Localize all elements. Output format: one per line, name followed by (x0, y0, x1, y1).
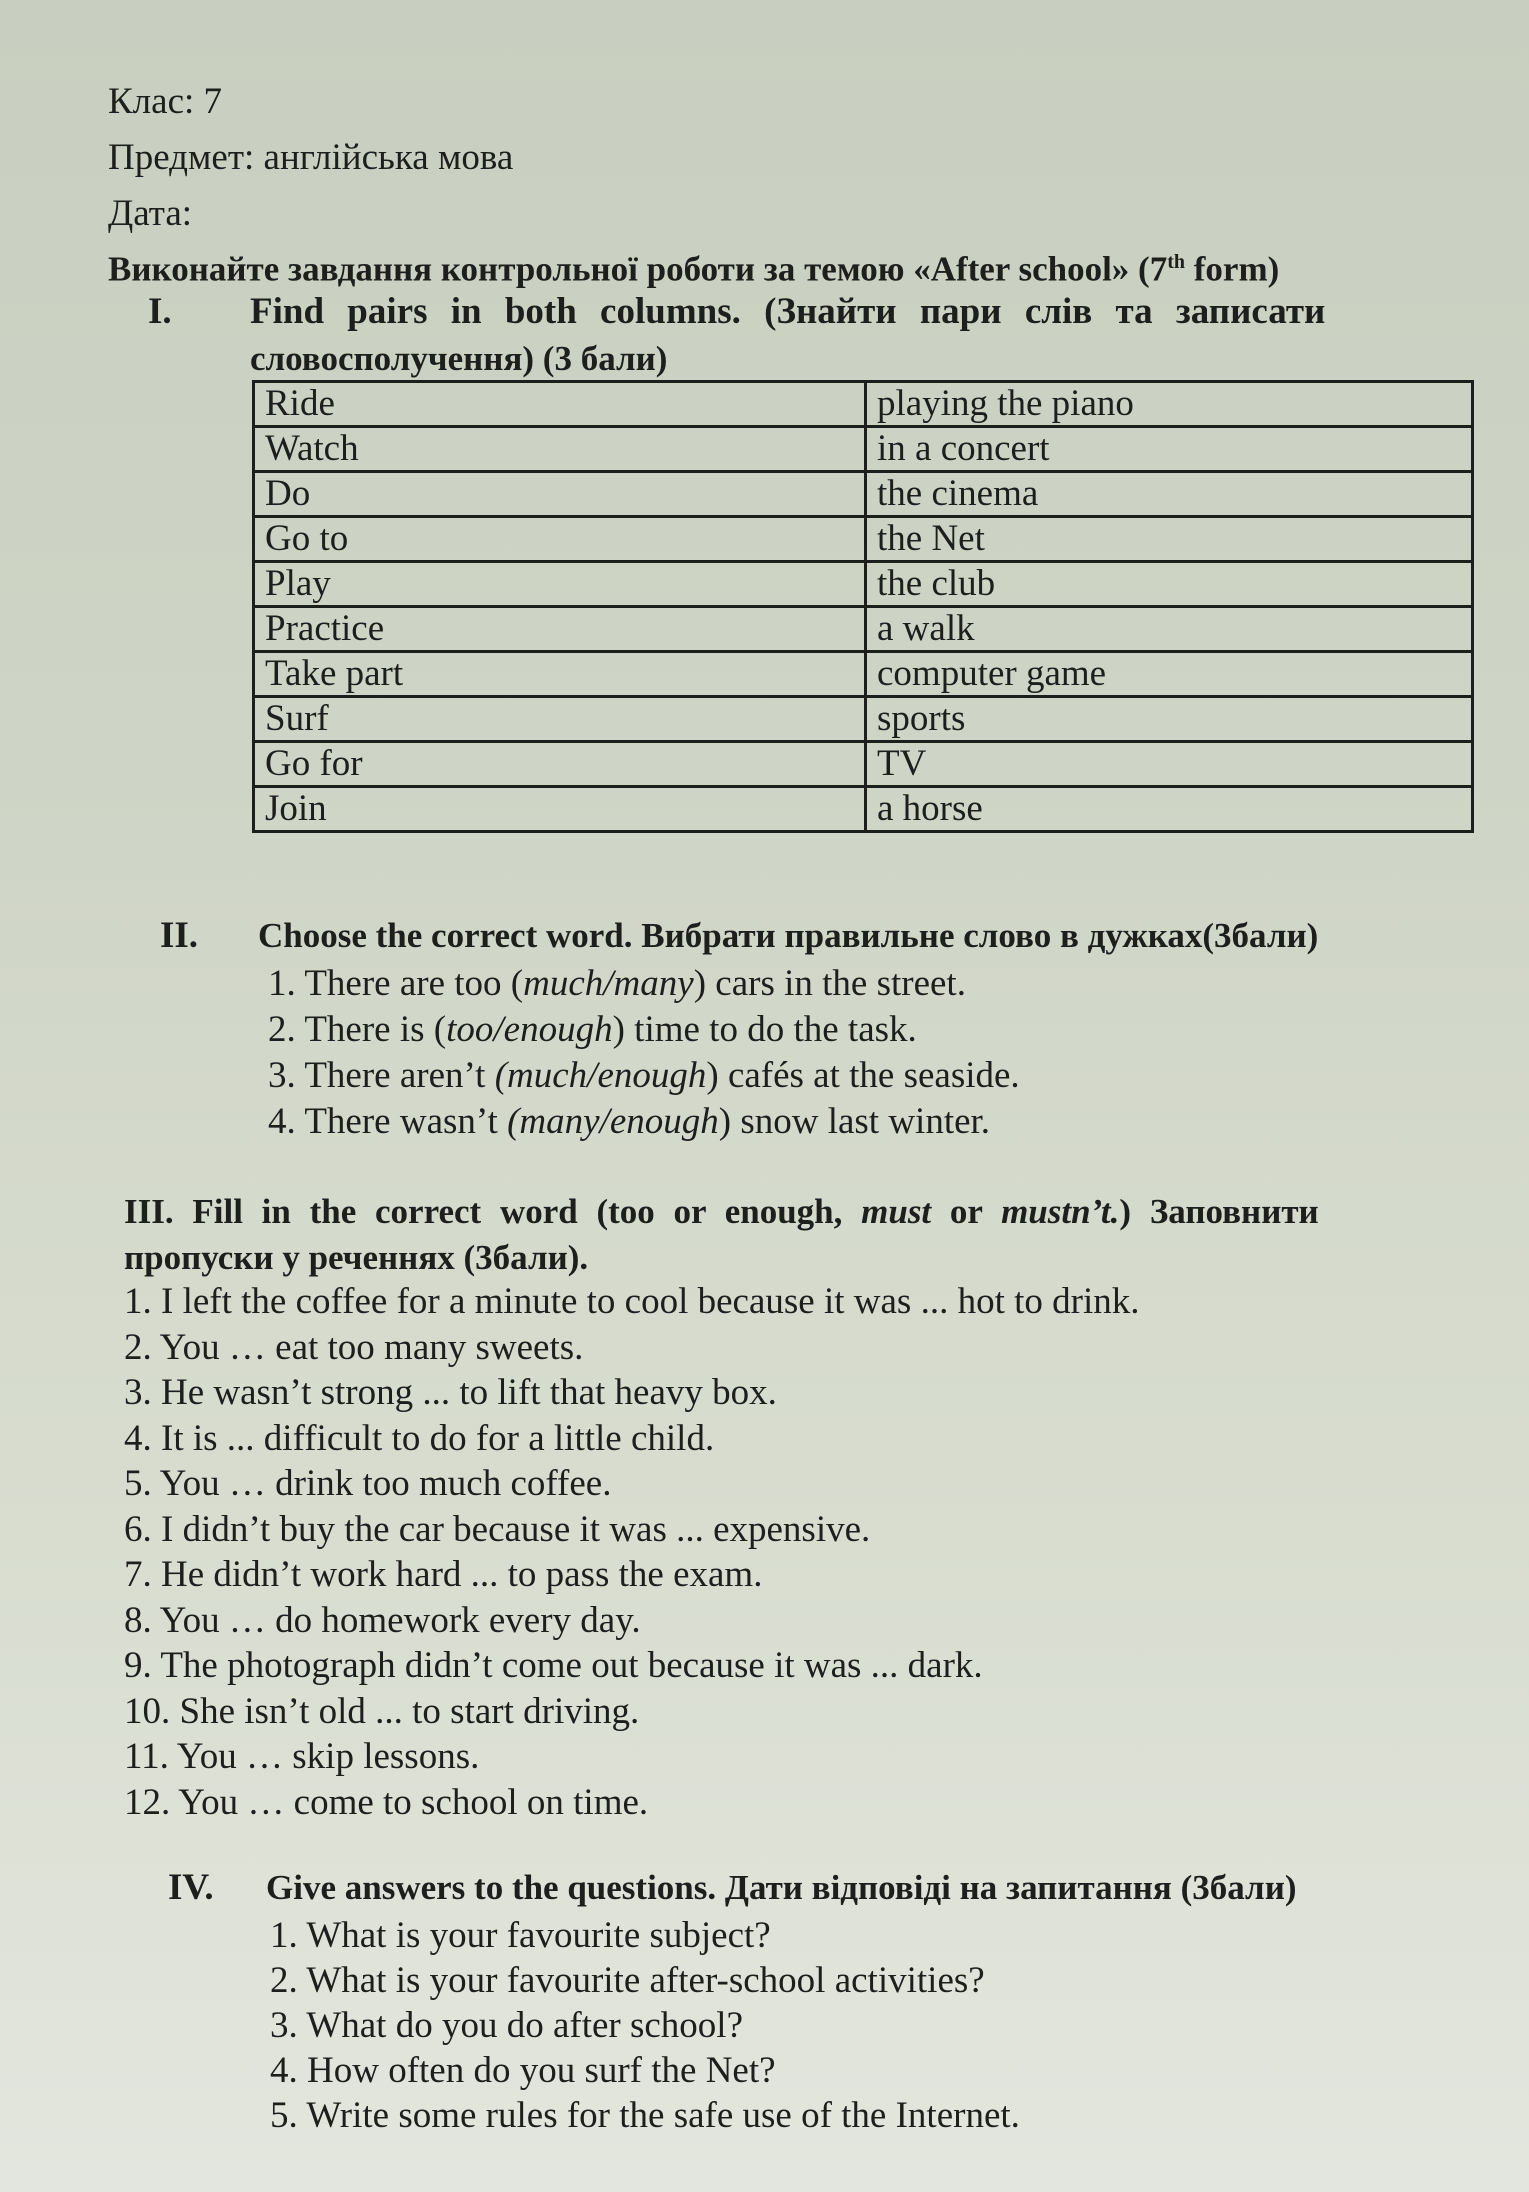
section3-item: 6. I didn’t buy the car because it was ... expensive. (124, 1508, 871, 1550)
pairs-row (254, 562, 1473, 607)
pairs-row (254, 652, 1473, 697)
section3-title-or: or (931, 1192, 1002, 1231)
section4-item: 5. Write some rules for the safe use of the Internet. (270, 2095, 1020, 2136)
section3-title-b: ) Заповнити (1119, 1192, 1319, 1231)
section2-item-post: ) snow last winter. (718, 1101, 991, 1142)
section3-title-mustnt: mustn’t. (1001, 1192, 1120, 1231)
section3-item: 1. I left the coffee for a minute to cool because it was ... hot to drink. (124, 1281, 1140, 1322)
section3-item: 7. He didn’t work hard ... to pass the exam. (124, 1554, 763, 1595)
section2-numeral: II. (160, 915, 199, 956)
instruction-line (108, 240, 1279, 292)
pairs-row (254, 427, 1473, 472)
pairs-left-cell: Play (254, 562, 866, 607)
section3-item: 11. You … skip lessons. (124, 1736, 480, 1777)
section2-item-pre: 3. There aren’t (268, 1055, 495, 1096)
section3-item: 12. You … come to school on time. (124, 1781, 649, 1823)
pairs-right-cell: computer game (866, 652, 1473, 697)
date-line: Дата: (108, 193, 193, 234)
pairs-right-cell: the club (866, 562, 1473, 607)
section3-title-line1 (124, 1190, 1319, 1234)
class-line: Клас: 7 (108, 81, 223, 122)
pairs-right-cell: the Net (866, 517, 1473, 562)
section1-numeral: I. (148, 291, 172, 332)
instruction-end: form) (1185, 249, 1280, 289)
section4-title: Give answers to the questions. Дати відповіді на запитання (3бали) (266, 1868, 1297, 1907)
pairs-row (254, 472, 1473, 517)
section2-item (268, 962, 966, 1006)
pairs-left-cell: Take part (254, 652, 866, 697)
section2-item-pre: 1. There are too ( (268, 963, 524, 1004)
instruction-main: Виконайте завдання контрольної роботи за темою «After school» (7 (108, 249, 1168, 289)
pairs-right-cell: TV (866, 742, 1473, 787)
section2-item-opt: much/many (523, 963, 694, 1004)
section2-item (268, 1054, 1020, 1098)
pairs-left-cell: Watch (254, 427, 866, 472)
instruction-sup: th (1167, 251, 1186, 273)
section2-item-opt: too/enough (446, 1009, 613, 1050)
section2-item-post: ) cars in the street. (693, 963, 966, 1004)
pairs-row (254, 607, 1473, 652)
section2-item-opt: (many/enough (507, 1101, 719, 1142)
pairs-left-cell: Go to (254, 517, 866, 562)
section3-title-line2: пропуски у реченнях (3бали). (124, 1238, 589, 1277)
section4-item: 1. What is your favourite subject? (270, 1915, 771, 1956)
section1-title-line2: словосполучення) (3 бали) (250, 339, 668, 378)
pairs-table (252, 380, 1474, 833)
pairs-left-cell: Ride (254, 382, 866, 427)
pairs-right-cell: a walk (866, 607, 1473, 652)
pairs-right-cell: sports (866, 697, 1473, 742)
section2-title: Choose the correct word. Вибрати правильне слово в дужках(3бали) (258, 916, 1319, 955)
section2-item-pre: 4. There wasn’t (268, 1101, 508, 1142)
pairs-row (254, 787, 1473, 832)
pairs-row (254, 742, 1473, 787)
section4-item: 3. What do you do after school? (270, 2005, 743, 2046)
section3-item: 4. It is ... difficult to do for a little child. (124, 1417, 715, 1459)
section2-item (268, 1100, 990, 1144)
pairs-left-cell: Join (254, 787, 866, 832)
section3-item: 8. You … do homework every day. (124, 1599, 641, 1641)
section3-item: 9. The photograph didn’t come out because it was ... dark. (124, 1645, 983, 1686)
section3-item: 10. She isn’t old ... to start driving. (124, 1690, 640, 1732)
section3-item: 3. He wasn’t strong ... to lift that heavy box. (124, 1372, 777, 1413)
pairs-right-cell: in a concert (866, 427, 1473, 472)
pairs-row (254, 382, 1473, 427)
pairs-left-cell: Go for (254, 742, 866, 787)
section4-numeral: IV. (168, 1867, 214, 1908)
pairs-right-cell: the cinema (866, 472, 1473, 517)
section3-title-must: must (861, 1192, 932, 1231)
section2-item (268, 1008, 917, 1052)
section3-item: 2. You … eat too many sweets. (124, 1326, 584, 1368)
pairs-row (254, 517, 1473, 562)
section2-item-post: ) time to do the task. (612, 1009, 917, 1050)
section3-item: 5. You … drink too much coffee. (124, 1463, 612, 1504)
pairs-left-cell: Practice (254, 607, 866, 652)
subject-line: Предмет: англійська мова (108, 137, 514, 178)
section4-item: 2. What is your favourite after-school activities? (270, 1960, 985, 2001)
section1-title-line1: Find pairs in both columns. (Знайти пари слів та записати (250, 291, 1326, 332)
section4-item: 4. How often do you surf the Net? (270, 2050, 776, 2091)
pairs-left-cell: Do (254, 472, 866, 517)
pairs-left-cell: Surf (254, 697, 866, 742)
pairs-row (254, 697, 1473, 742)
section2-item-pre: 2. There is ( (268, 1009, 447, 1050)
pairs-right-cell: playing the piano (866, 382, 1473, 427)
section3-title-a: III. Fill in the correct word (too or enough, (124, 1192, 862, 1231)
pairs-right-cell: a horse (866, 787, 1473, 832)
section2-item-opt: (much/enough (494, 1055, 707, 1096)
section2-item-post: ) cafés at the seaside. (706, 1055, 1020, 1096)
